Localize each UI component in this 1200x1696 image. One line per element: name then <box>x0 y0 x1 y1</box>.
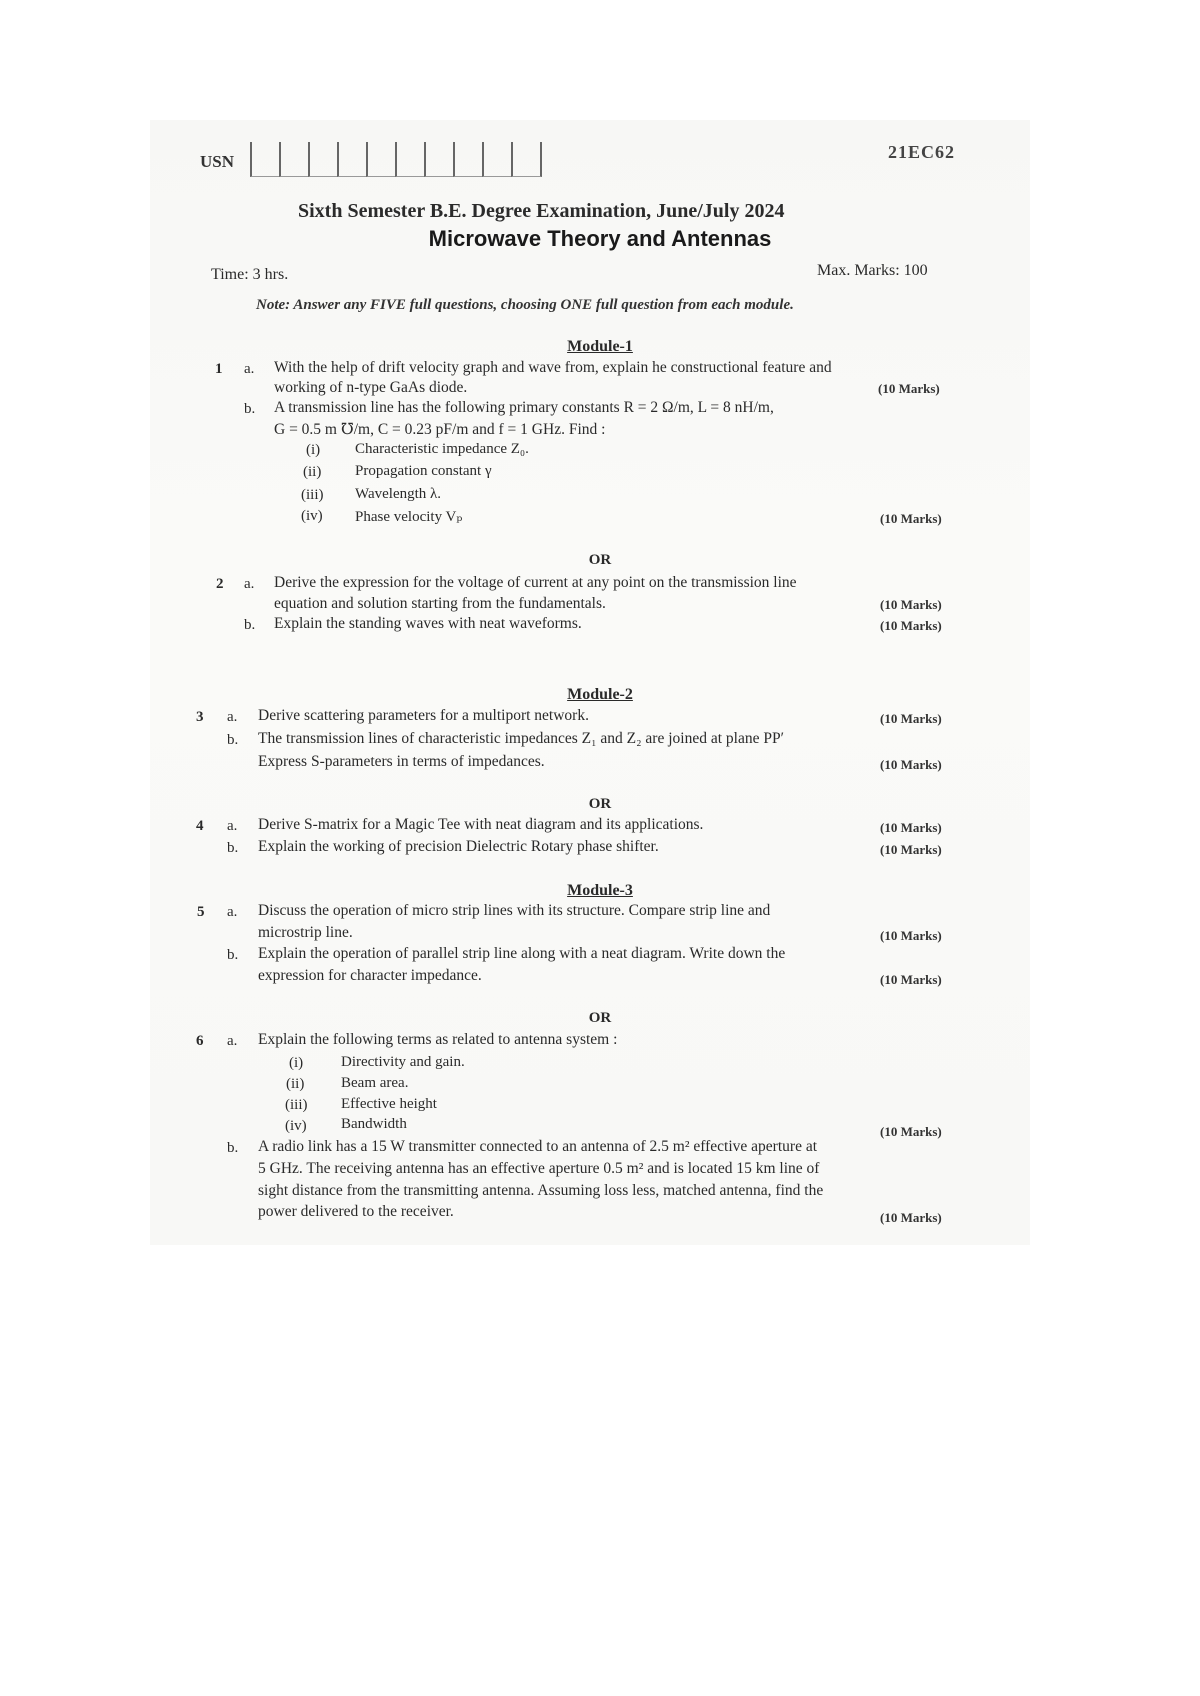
question-5a-text: Discuss the operation of micro strip lines with its structure. Compare strip line and <box>258 902 771 919</box>
scanned-page-area <box>150 120 1030 1245</box>
or-divider: OR <box>588 552 612 568</box>
part-label: a. <box>244 361 255 377</box>
question-6a-text: Explain the following terms as related to antenna system : <box>258 1031 618 1048</box>
marks-label: (10 Marks) <box>880 711 942 726</box>
marks-label: (10 Marks) <box>880 618 942 633</box>
usn-box <box>337 142 366 177</box>
marks-label: (10 Marks) <box>878 381 940 396</box>
question-1-number: 1 <box>215 361 223 377</box>
sub-item-roman: (ii) <box>303 464 322 480</box>
question-1b-text: A transmission line has the following primary constants R = 2 Ω/m, L = 8 nH/m, <box>274 399 774 416</box>
sub-item-roman: (ii) <box>286 1076 305 1092</box>
question-6-number: 6 <box>196 1033 204 1049</box>
question-3-number: 3 <box>196 709 204 725</box>
question-6b-text: 5 GHz. The receiving antenna has an effective aperture 0.5 m² and is located 15 km line of <box>258 1160 820 1177</box>
question-2-number: 2 <box>216 576 224 592</box>
question-1a-text: With the help of drift velocity graph and wave from, explain he constructional feature and <box>274 359 832 376</box>
question-4-number: 4 <box>196 818 204 834</box>
question-6b-text: power delivered to the receiver. <box>258 1203 454 1220</box>
sub-item-roman: (iv) <box>285 1118 307 1134</box>
module-2-heading: Module-2 <box>567 686 633 703</box>
sub-item-text: Directivity and gain. <box>341 1054 465 1070</box>
part-label: b. <box>227 1140 239 1156</box>
question-1a-text: working of n-type GaAs diode. <box>274 379 468 396</box>
sub-item-text: Beam area. <box>341 1075 409 1091</box>
question-1b-text: G = 0.5 m ℧/m, C = 0.23 pF/m and f = 1 GHz. Find : <box>274 421 606 438</box>
sub-item-roman: (iii) <box>301 487 324 503</box>
subject-code: 21EC62 <box>888 142 956 162</box>
usn-box <box>395 142 424 177</box>
question-3a-text: Derive scattering parameters for a multiport network. <box>258 707 589 724</box>
question-5a-text: microstrip line. <box>258 924 353 941</box>
time-duration: Time: 3 hrs. <box>211 266 289 283</box>
part-label: a. <box>227 904 238 920</box>
max-marks: Max. Marks: 100 <box>817 262 928 279</box>
usn-box <box>453 142 482 177</box>
question-4b-text: Explain the working of precision Dielectric Rotary phase shifter. <box>258 838 659 855</box>
part-label: b. <box>227 732 239 748</box>
sub-item-text: Characteristic impedance Z₀. <box>355 441 529 457</box>
question-3b-text: The transmission lines of characteristic impedances Z₁ and Z₂ are joined at plane PP′ <box>258 730 784 747</box>
question-2b-text: Explain the standing waves with neat waveforms. <box>274 615 582 632</box>
question-5-number: 5 <box>197 904 205 920</box>
module-1-heading: Module-1 <box>567 338 633 355</box>
usn-box <box>366 142 395 177</box>
usn-label: USN <box>200 152 235 171</box>
marks-label: (10 Marks) <box>880 1210 942 1225</box>
part-label: a. <box>244 576 255 592</box>
sub-item-text: Phase velocity Vₚ <box>355 509 463 525</box>
marks-label: (10 Marks) <box>880 757 942 772</box>
question-2a-text: equation and solution starting from the fundamentals. <box>274 595 606 612</box>
part-label: b. <box>244 617 256 633</box>
usn-box <box>482 142 511 177</box>
part-label: b. <box>227 840 239 856</box>
part-label: a. <box>227 1033 238 1049</box>
sub-item-roman: (i) <box>289 1055 304 1071</box>
marks-label: (10 Marks) <box>880 1124 942 1139</box>
marks-label: (10 Marks) <box>880 842 942 857</box>
sub-item-roman: (iv) <box>301 508 323 524</box>
question-4a-text: Derive S-matrix for a Magic Tee with neat diagram and its applications. <box>258 816 704 833</box>
sub-item-roman: (iii) <box>285 1097 308 1113</box>
question-6b-text: A radio link has a 15 W transmitter connected to an antenna of 2.5 m² effective aperture at <box>258 1138 818 1155</box>
usn-box <box>279 142 308 177</box>
instructions-note: Note: Answer any FIVE full questions, choosing ONE full question from each module. <box>256 297 794 313</box>
question-6b-text: sight distance from the transmitting antenna. Assuming loss less, matched antenna, find the <box>258 1182 824 1199</box>
sub-item-text: Effective height <box>341 1096 437 1112</box>
question-3b-text: Express S-parameters in terms of impedances. <box>258 753 545 770</box>
usn-box <box>424 142 453 177</box>
part-label: a. <box>227 709 238 725</box>
subject-title: Microwave Theory and Antennas <box>428 226 772 251</box>
marks-label: (10 Marks) <box>880 820 942 835</box>
marks-label: (10 Marks) <box>880 597 942 612</box>
or-divider: OR <box>588 1010 612 1026</box>
part-label: b. <box>244 401 256 417</box>
marks-label: (10 Marks) <box>880 972 942 987</box>
exam-title: Sixth Semester B.E. Degree Examination, June/July 2024 <box>298 200 785 222</box>
sub-item-text: Bandwidth <box>341 1116 407 1132</box>
question-2a-text: Derive the expression for the voltage of current at any point on the transmission line <box>274 574 797 591</box>
usn-box <box>250 142 279 177</box>
sub-item-text: Propagation constant γ <box>355 463 492 479</box>
marks-label: (10 Marks) <box>880 928 942 943</box>
sub-item-text: Wavelength λ. <box>355 486 442 502</box>
usn-box <box>511 142 542 177</box>
part-label: b. <box>227 947 239 963</box>
usn-box <box>308 142 337 177</box>
usn-boxes <box>250 142 542 178</box>
question-5b-text: expression for character impedance. <box>258 967 482 984</box>
part-label: a. <box>227 818 238 834</box>
question-5b-text: Explain the operation of parallel strip line along with a neat diagram. Write down the <box>258 945 786 962</box>
marks-label: (10 Marks) <box>880 511 942 526</box>
or-divider: OR <box>588 796 612 812</box>
sub-item-roman: (i) <box>306 442 321 458</box>
module-3-heading: Module-3 <box>567 882 633 899</box>
